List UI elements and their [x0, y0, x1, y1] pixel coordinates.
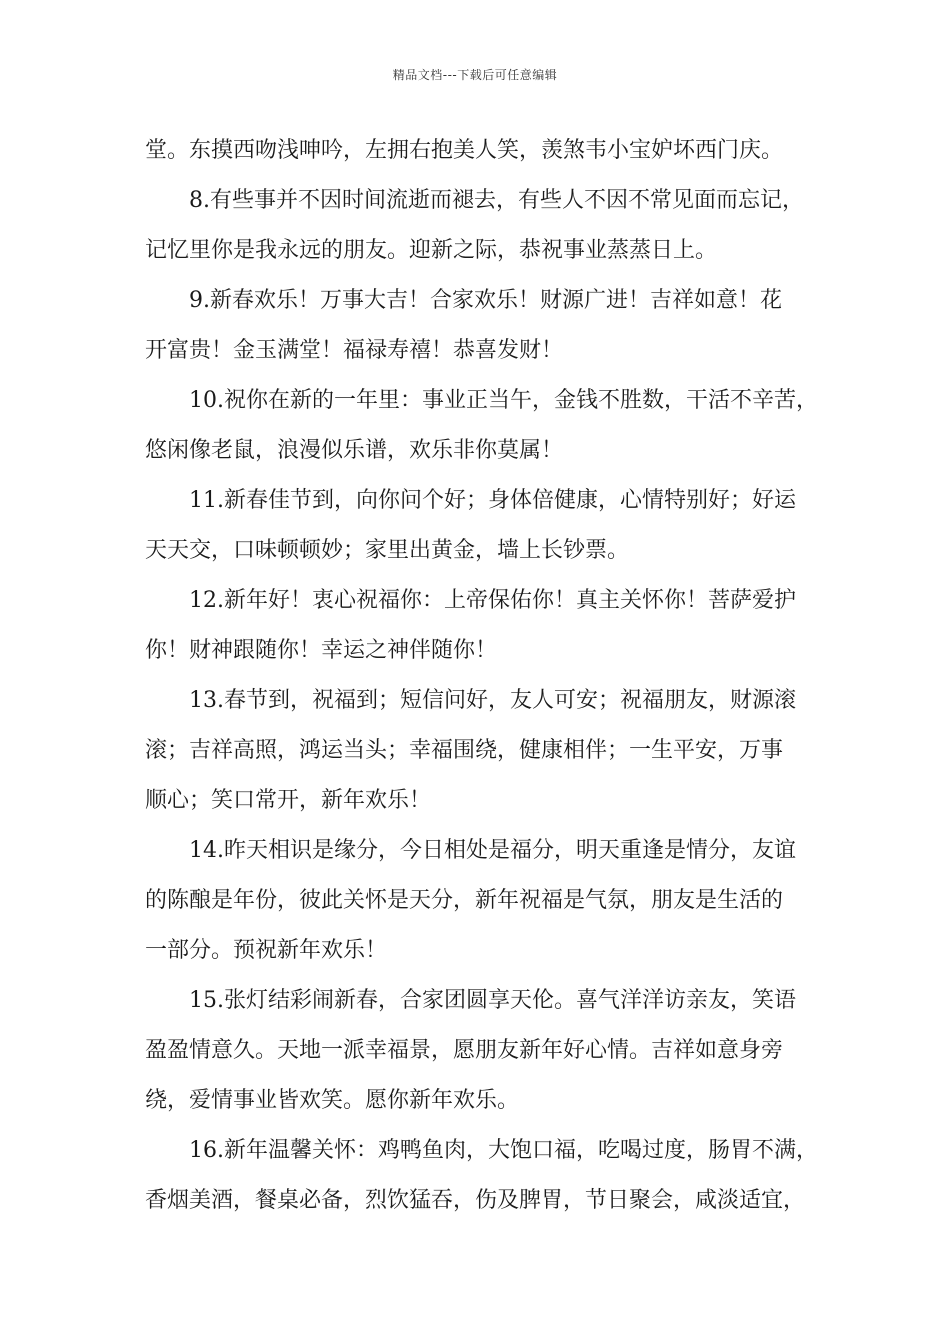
text-line: 15.张灯结彩闹新春，合家团圆享天伦。喜气洋洋访亲友，笑语 [189, 988, 796, 1013]
text-line: 11.新春佳节到，向你问个好；身体倍健康，心情特别好；好运 [189, 488, 796, 513]
text-line: 滚；吉祥高照，鸿运当头；幸福围绕，健康相伴；一生平安，万事 [145, 738, 784, 763]
text-line: 记忆里你是我永远的朋友。迎新之际，恭祝事业蒸蒸日上。 [145, 238, 718, 263]
text-line: 12.新年好！衷心祝福你：上帝保佑你！真主关怀你！菩萨爱护 [189, 588, 796, 613]
text-line: 一部分。预祝新年欢乐！ [145, 938, 388, 963]
text-line: 13.春节到，祝福到；短信问好，友人可安；祝福朋友，财源滚 [189, 688, 796, 713]
text-line: 绕，爱情事业皆欢笑。愿你新年欢乐。 [145, 1088, 520, 1113]
text-line: 你！财神跟随你！幸运之神伴随你！ [145, 638, 498, 663]
text-line: 香烟美酒，餐桌必备，烈饮猛吞，伤及脾胃，节日聚会，咸淡适宜， [145, 1188, 806, 1213]
page-header: 精品文档---下载后可任意编辑 [392, 68, 558, 82]
text-line: 14.昨天相识是缘分，今日相处是福分，明天重逢是情分，友谊 [189, 838, 796, 863]
text-line: 的陈酿是年份，彼此关怀是天分，新年祝福是气氛，朋友是生活的 [145, 888, 784, 913]
text-line: 悠闲像老鼠，浪漫似乐谱，欢乐非你莫属！ [145, 438, 564, 463]
text-line: 10.祝你在新的一年里：事业正当午，金钱不胜数，干活不辛苦， [189, 388, 818, 413]
text-line: 天天交，口味顿顿妙；家里出黄金，墙上长钞票。 [145, 538, 630, 563]
text-line: 盈盈情意久。天地一派幸福景，愿朋友新年好心情。吉祥如意身旁 [145, 1038, 784, 1063]
text-line: 堂。东摸西吻浅呻吟，左拥右抱美人笑，羡煞韦小宝妒坏西门庆。 [145, 138, 784, 163]
text-line: 开富贵！金玉满堂！福禄寿禧！恭喜发财！ [145, 338, 564, 363]
text-line: 9.新春欢乐！万事大吉！合家欢乐！财源广进！吉祥如意！花 [189, 288, 782, 313]
text-line: 顺心；笑口常开，新年欢乐！ [145, 788, 432, 813]
text-line: 8.有些事并不因时间流逝而褪去，有些人不因不常见面而忘记， [189, 188, 804, 213]
text-line: 16.新年温馨关怀：鸡鸭鱼肉，大饱口福，吃喝过度，肠胃不满， [189, 1138, 818, 1163]
